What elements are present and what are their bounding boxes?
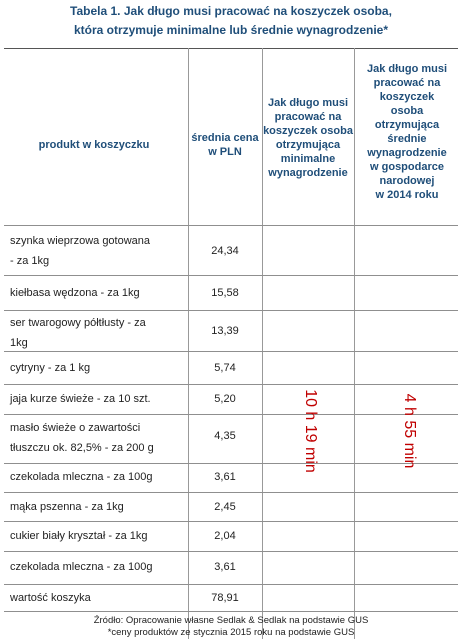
row-divider: [4, 414, 458, 415]
header-minimum-line: Jak długo musi: [267, 97, 349, 109]
header-product: produkt w koszyczku: [38, 139, 150, 151]
name-line: mąka pszenna - za 1kg: [10, 501, 124, 513]
row-divider: [4, 463, 458, 464]
header-average-line: pracować na: [373, 77, 441, 89]
row-divider: [4, 225, 458, 226]
header-average-line: otrzymująca: [374, 119, 440, 131]
table-row-name: [10, 588, 185, 608]
work-time-average: 4 h 55 min: [401, 393, 418, 469]
name-line: cukier biały kryształ - za 1kg: [10, 530, 148, 542]
header-top-rule: [4, 48, 458, 49]
header-average-line: koszyczek: [379, 91, 435, 103]
name-line: czekolada mleczna - za 100g: [10, 561, 153, 573]
table-row-name: [10, 313, 185, 353]
table-row-name: [10, 526, 185, 546]
table-row-price: 13,39: [211, 325, 239, 337]
header-average-wage: [354, 62, 460, 202]
header-price-line: w PLN: [208, 146, 242, 158]
name-line: - za 1kg: [10, 255, 50, 267]
table-row-price: 3,61: [214, 561, 236, 573]
header-average-line: wynagrodzenie: [367, 147, 447, 159]
table-row-name: [10, 231, 185, 271]
header-average-line: osoba: [390, 105, 424, 117]
header-minimum-wage: [262, 96, 354, 180]
table-row-price: 15,58: [211, 287, 239, 299]
table-row-price: 5,20: [214, 393, 236, 405]
row-divider: [4, 275, 458, 276]
name-line: kiełbasa wędzona - za 1kg: [10, 287, 140, 299]
name-line: cytryny - za 1 kg: [10, 362, 91, 374]
table-row-name: [10, 418, 185, 458]
name-line: masło świeże o zawartości: [10, 422, 141, 434]
title-line-2: która otrzymuje minimalne lub średnie wynagrodzenie*: [73, 23, 389, 37]
title-line-1: Tabela 1. Jak długo musi pracować na koszyczek osoba,: [70, 4, 392, 18]
table-row-price: 5,74: [214, 362, 236, 374]
header-price-line: średnia cena: [191, 132, 259, 144]
table-row-price: 24,34: [211, 245, 239, 257]
table-row-price: 4,35: [214, 430, 236, 442]
table-row-name: [10, 497, 185, 517]
basket-total-price: 78,91: [211, 592, 239, 604]
header-average-line: średnie: [387, 133, 427, 145]
header-minimum-line: pracować na: [274, 111, 342, 123]
table-row-name: [10, 557, 185, 577]
source-note: Źródło: Opracowanie własne Sedlak & Sedlak na podstawie GUS: [93, 615, 369, 626]
name-line: tłuszczu ok. 82,5% - za 200 g: [10, 442, 154, 454]
row-divider: [4, 310, 458, 311]
name-line: 1kg: [10, 337, 28, 349]
header-average-line: Jak długo musi: [366, 63, 448, 75]
table-row-price: 3,61: [214, 471, 236, 483]
row-divider: [4, 551, 458, 552]
header-average-line: w gospodarce: [370, 161, 444, 173]
header-minimum-line: otrzymująca: [275, 139, 341, 151]
row-divider: [4, 521, 458, 522]
row-divider: [4, 611, 458, 612]
header-minimum-line: koszyczek osoba: [263, 125, 353, 137]
work-time-minimum: 10 h 19 min: [302, 389, 319, 473]
table-row-name: [10, 283, 185, 303]
table-row-price: 2,04: [214, 530, 236, 542]
header-minimum-line: minimalne: [280, 153, 336, 165]
header-minimum-line: wynagrodzenie: [268, 167, 348, 179]
header-price: [188, 131, 262, 159]
name-line: jaja kurze świeże - za 10 szt.: [10, 393, 151, 405]
header-average-line: w 2014 roku: [375, 189, 439, 201]
table-row-name: [10, 389, 185, 409]
name-line: wartość koszyka: [10, 592, 91, 604]
price-footnote: *ceny produktów ze stycznia 2015 roku na podstawie GUS: [107, 627, 355, 638]
table-row-name: [10, 358, 185, 378]
row-divider: [4, 492, 458, 493]
table-row-name: [10, 467, 185, 487]
name-line: czekolada mleczna - za 100g: [10, 471, 153, 483]
row-divider: [4, 584, 458, 585]
header-average-line: narodowej: [379, 175, 435, 187]
name-line: ser twarogowy półtłusty - za: [10, 317, 146, 329]
table-row-price: 2,45: [214, 501, 236, 513]
name-line: szynka wieprzowa gotowana: [10, 235, 151, 247]
row-divider: [4, 384, 458, 385]
